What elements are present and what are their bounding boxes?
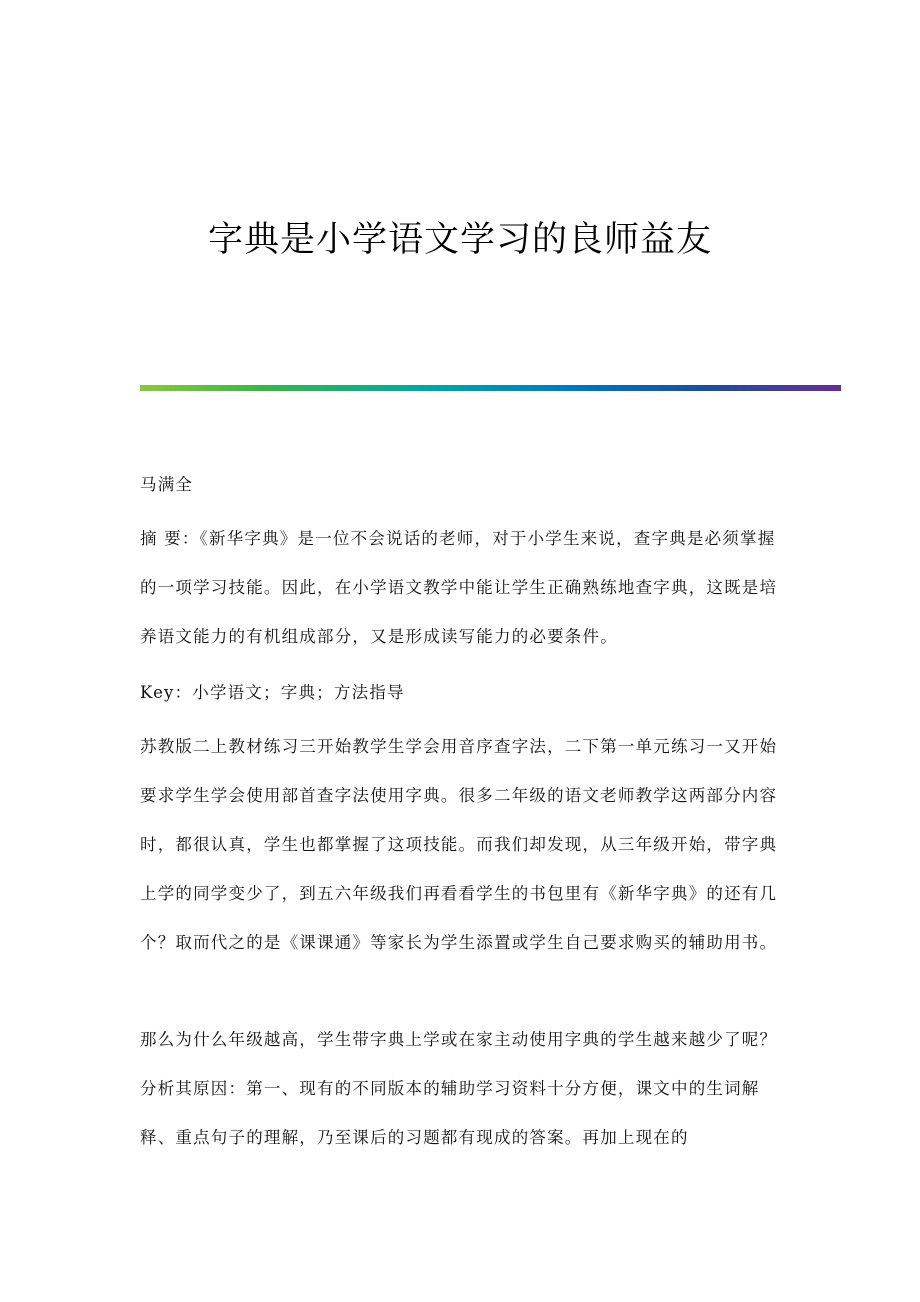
body-paragraph-2: 那么为什么年级越高，学生带字典上学或在家主动使用字典的学生越来越少了呢？分析其原因：第一、现有的不同版本的辅助学习资料十分方便，课文中的生词解释、重点句子的理解，乃至课后的习题都有现成的答案。再加上现在的 xyxy=(140,1030,778,1147)
author-name: 马满全 xyxy=(140,475,194,494)
abstract-paragraph: 摘 要：《新华字典》是一位不会说话的老师，对于小学生来说，查字典是必须掌握的一项学习技能。因此，在小学语文教学中能让学生正确熟练地查字典，这既是培养语文能力的有机组成部分，又是形成读写能力的必要条件。 xyxy=(140,529,778,646)
document-title: 字典是小学语文学习的良师益友 xyxy=(207,220,712,260)
keywords-line: Key：小学语文；字典；方法指导 xyxy=(140,683,405,702)
body-paragraph-1: 苏教版二上教材练习三开始教学生学会用音序查字法，二下第一单元练习一又开始要求学生学会使用部首查字法使用字典。很多二年级的语文老师教学这两部分内容时，都很认真，学生也都掌握了这项技能。而我们却发现，从三年级开始，带字典上学的同学变少了，到五六年级我们再看看学生的书包里有《新华字典》的还有几个？取而代之的是《课课通》等家长为学生添置或学生自己要求购买的辅助用书。 xyxy=(140,737,778,952)
title-divider xyxy=(140,385,841,391)
